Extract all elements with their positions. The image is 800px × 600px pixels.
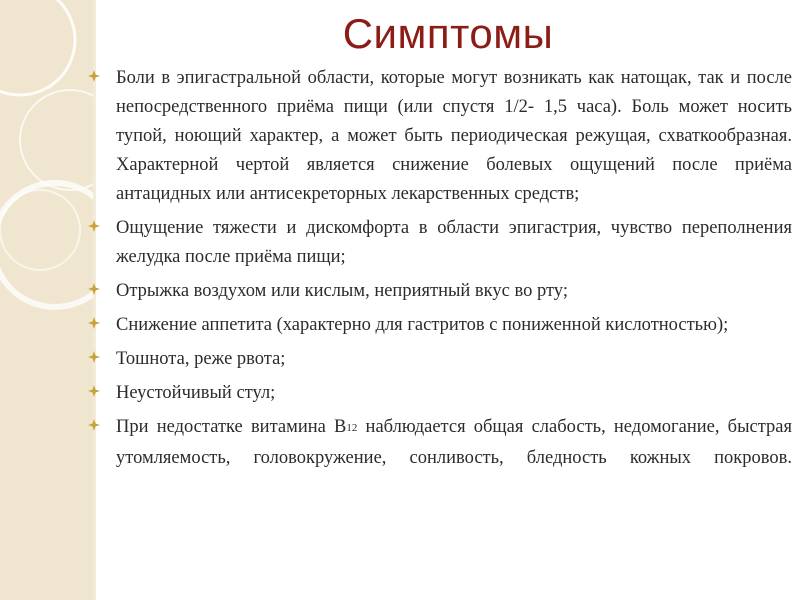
list-item	[88, 277, 792, 306]
list-item	[88, 64, 792, 209]
diamond-bullet-icon	[88, 419, 100, 431]
list-item-text-after: наблюдается общая слабость, недомогание, быстрая утомляемость, головокружение, сонливость, бледность кожных покровов.	[116, 417, 792, 468]
list-item	[88, 345, 792, 374]
list-item	[88, 413, 792, 473]
diamond-bullet-icon	[88, 283, 100, 295]
diamond-bullet-icon	[88, 351, 100, 363]
symptom-list	[88, 64, 792, 478]
diamond-bullet-icon	[88, 220, 100, 232]
list-item-text: Ощущение тяжести и дискомфорта в области эпигастрия, чувство переполнения желудка после приёма пищи;	[116, 218, 792, 267]
list-item	[88, 214, 792, 272]
list-item-text: Тошнота, реже рвота;	[116, 349, 286, 369]
list-item-text: Неустойчивый стул;	[116, 383, 276, 403]
diamond-bullet-icon	[88, 385, 100, 397]
list-item-text: Боли в эпигастральной области, которые могут возникать как натощак, так и после непосредственного приёма пищи (или спустя 1/2- 1,5 часа). Боль может носить тупой, ноющий характер, а может быть периодическая режущая, схваткообразная. Характерной чертой является снижение болевых ощущений после приёма антацидных или антисекреторных лекарственных средств;	[116, 68, 792, 204]
diamond-bullet-icon	[88, 70, 100, 82]
list-item	[88, 311, 792, 340]
decorative-sidebar	[0, 0, 93, 600]
list-item	[88, 379, 792, 408]
decorative-circles	[0, 0, 93, 600]
diamond-bullet-icon	[88, 317, 100, 329]
list-item-text-before: При недостатке витамина В	[116, 417, 347, 437]
list-item-text: Отрыжка воздухом или кислым, неприятный вкус во рту;	[116, 281, 568, 301]
slide-title: Симптомы	[342, 10, 554, 57]
list-item-text: Снижение аппетита (характерно для гастритов с пониженной кислотностью);	[116, 315, 729, 335]
list-item-text	[116, 413, 792, 473]
vitamin-subscript: 12	[346, 422, 358, 434]
